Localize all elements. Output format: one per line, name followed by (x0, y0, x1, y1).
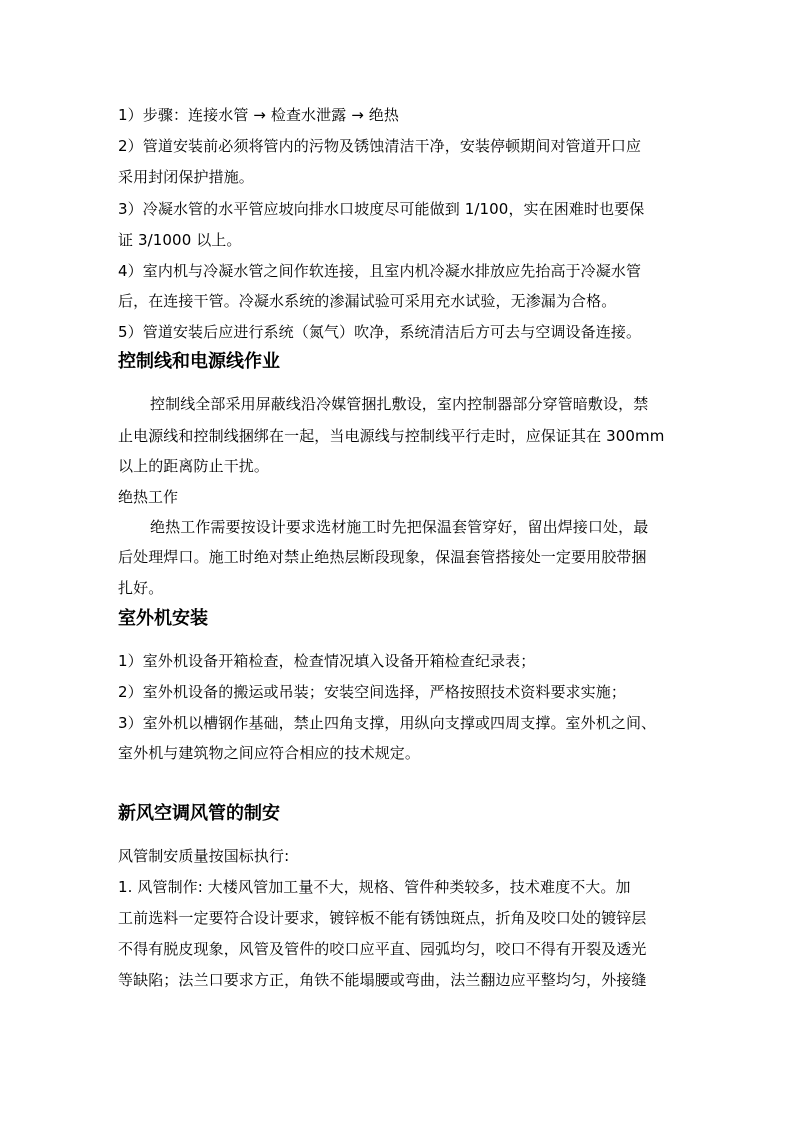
pipe-step-1: 1）步骤：连接水管 → 检查水泄露 → 绝热 (118, 106, 399, 124)
pipe-step-4-line-1: 4）室内机与冷凝水管之间作软连接，且室内机冷凝水排放应先抬高于冷凝水管 (118, 262, 642, 280)
section-heading-control-wiring: 控制线和电源线作业 (118, 351, 280, 372)
control-wiring-line-3: 以上的距离防止干扰。 (118, 457, 270, 475)
outdoor-unit-step-2: 2）室外机设备的搬运或吊装；安装空间选择，严格按照技术资料要求实施； (118, 683, 626, 701)
insulation-line-1: 绝热工作需要按设计要求选材施工时先把保温套管穿好，留出焊接口处，最 (150, 518, 649, 536)
outdoor-unit-step-3-line-2: 室外机与建筑物之间应符合相应的技术规定。 (118, 744, 421, 762)
pipe-step-4-line-2: 后，在连接干管。冷凝水系统的渗漏试验可采用充水试验，无渗漏为合格。 (118, 292, 617, 310)
pipe-step-2-line-2: 采用封闭保护措施。 (118, 168, 254, 186)
duct-work-intro: 风管制安质量按国标执行: (118, 847, 290, 865)
control-wiring-line-1: 控制线全部采用屏蔽线沿冷媒管捆扎敷设，室内控制器部分穿管暗敷设，禁 (150, 395, 649, 413)
section-heading-insulation: 绝热工作 (118, 488, 179, 506)
duct-work-line-3: 不得有脱皮现象，风管及管件的咬口应平直、园弧均匀，咬口不得有开裂及透光 (118, 940, 647, 958)
pipe-step-3-line-2: 证 3/1000 以上。 (118, 231, 242, 249)
pipe-step-3-line-1: 3）冷凝水管的水平管应坡向排水口坡度尽可能做到 1/100，实在困难时也要保 (118, 200, 645, 218)
duct-work-line-1: 1. 风管制作: 大楼风管加工量不大，规格、管件种类较多，技术难度不大。加 (118, 878, 631, 896)
duct-work-line-2: 工前选料一定要符合设计要求，镀锌板不能有锈蚀斑点，折角及咬口处的镀锌层 (118, 909, 647, 927)
insulation-line-2: 后处理焊口。施工时绝对禁止绝热层断段现象，保温套管搭接处一定要用胶带捆 (118, 548, 647, 566)
pipe-step-2-line-1: 2）管道安装前必须将管内的污物及锈蚀清洁干净，安装停顿期间对管道开口应 (118, 137, 642, 155)
duct-work-line-4: 等缺陷；法兰口要求方正，角铁不能塌腰或弯曲，法兰翻边应平整均匀，外接缝 (118, 971, 647, 989)
pipe-step-5: 5）管道安装后应进行系统（氮气）吹净，系统清洁后方可去与空调设备连接。 (118, 323, 642, 341)
section-heading-duct-work: 新风空调风管的制安 (118, 803, 280, 824)
outdoor-unit-step-3-line-1: 3）室外机以槽钢作基础，禁止四角支撑，用纵向支撑或四周支撑。室外机之间、 (118, 714, 657, 732)
outdoor-unit-step-1: 1）室外机设备开箱检查，检查情况填入设备开箱检查纪录表； (118, 652, 536, 670)
control-wiring-line-2: 止电源线和控制线捆绑在一起，当电源线与控制线平行走时，应保证其在 300mm (118, 427, 665, 445)
section-heading-outdoor-unit: 室外机安装 (118, 608, 208, 629)
insulation-line-3: 扎好。 (118, 579, 164, 597)
